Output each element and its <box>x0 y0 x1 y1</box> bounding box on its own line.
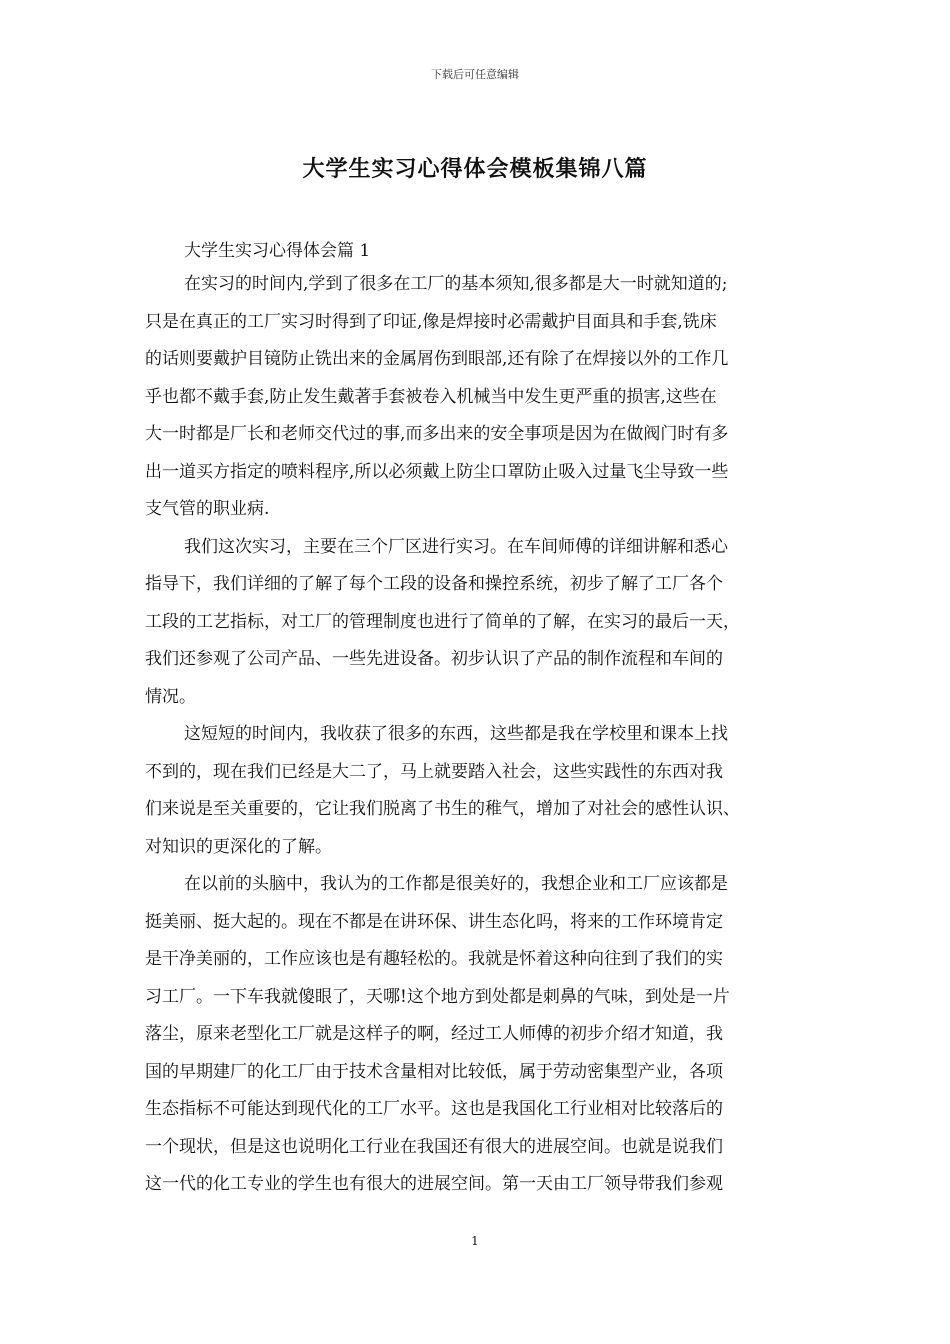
text-line: 我们还参观了公司产品、一些先进设备。初步认识了产品的制作流程和车间的 <box>145 649 723 669</box>
text-line: 们来说是至关重要的，它让我们脱离了书生的稚气，增加了对社会的感性认识、 <box>145 799 740 819</box>
text-line: 是干净美丽的，工作应该也是有趣轻松的。我就是怀着这种向往到了我们的实 <box>145 949 723 969</box>
text-line: 生态指标不可能达到现代化的工厂水平。这也是我国化工行业相对比较落后的 <box>145 1099 723 1119</box>
text-line: 在以前的头脑中，我认为的工作都是很美好的，我想企业和工厂应该都是 <box>184 874 728 894</box>
body-text <box>145 266 825 1204</box>
document-title: 大学生实习心得体会模板集锦八篇 <box>302 156 648 182</box>
text-line: 不到的，现在我们已经是大二了，马上就要踏入社会，这些实践性的东西对我 <box>145 761 723 782</box>
text-line: 乎也都不戴手套,防止发生戴著手套被卷入机械当中发生更严重的损害,这些在 <box>145 386 717 407</box>
text-line: 在实习的时间内,学到了很多在工厂的基本须知,很多都是大一时就知道的; <box>184 274 728 294</box>
text-line: 国的早期建厂的化工厂由于技术含量相对比较低，属于劳动密集型产业，各项 <box>145 1061 723 1082</box>
text-line: 我们这次实习，主要在三个厂区进行实习。在车间师傅的详细讲解和悉心 <box>184 536 728 557</box>
text-line: 大一时都是厂长和老师交代过的事,而多出来的安全事项是因为在做阀门时有多 <box>145 424 729 444</box>
text-line: 落尘，原来老型化工厂就是这样子的啊，经过工人师傅的初步介绍才知道，我 <box>145 1024 723 1044</box>
text-line: 这短短的时间内，我收获了很多的东西，这些都是我在学校里和课本上找 <box>184 724 728 744</box>
text-line: 一个现状，但是这也说明化工行业在我国还有很大的进展空间。也就是说我们 <box>145 1136 723 1157</box>
section-heading: 大学生实习心得体会篇 1 <box>184 241 371 261</box>
text-line: 工段的工艺指标，对工厂的管理制度也进行了简单的了解，在实习的最后一天， <box>145 611 740 632</box>
text-line: 挺美丽、挺大起的。现在不都是在讲环保、讲生态化吗，将来的工作环境肯定 <box>145 911 723 932</box>
text-line: 这一代的化工专业的学生也有很大的进展空间。第一天由工厂领导带我们参观 <box>145 1174 723 1194</box>
text-line: 指导下，我们详细的了解了每个工段的设备和操控系统，初步了解了工厂各个 <box>145 574 723 594</box>
page-number: 1 <box>471 1234 479 1248</box>
text-line: 的话则要戴护目镜防止铣出来的金属屑伤到眼部,还有除了在焊接以外的工作几 <box>145 349 729 369</box>
text-line: 对知识的更深化的了解。 <box>145 836 332 857</box>
header-note: 下载后可任意编辑 <box>431 68 519 81</box>
text-line: 出一道买方指定的喷料程序,所以必须戴上防尘口罩防止吸入过量飞尘导致一些 <box>145 461 729 482</box>
text-line: 只是在真正的工厂实习时得到了印证,像是焊接时必需戴护目面具和手套,铣床 <box>145 311 717 332</box>
text-line: 支气管的职业病. <box>145 499 270 519</box>
text-line: 情况。 <box>145 686 196 707</box>
text-line: 习工厂。一下车我就傻眼了，天哪!这个地方到处都是刺鼻的气味，到处是一片 <box>145 986 730 1007</box>
